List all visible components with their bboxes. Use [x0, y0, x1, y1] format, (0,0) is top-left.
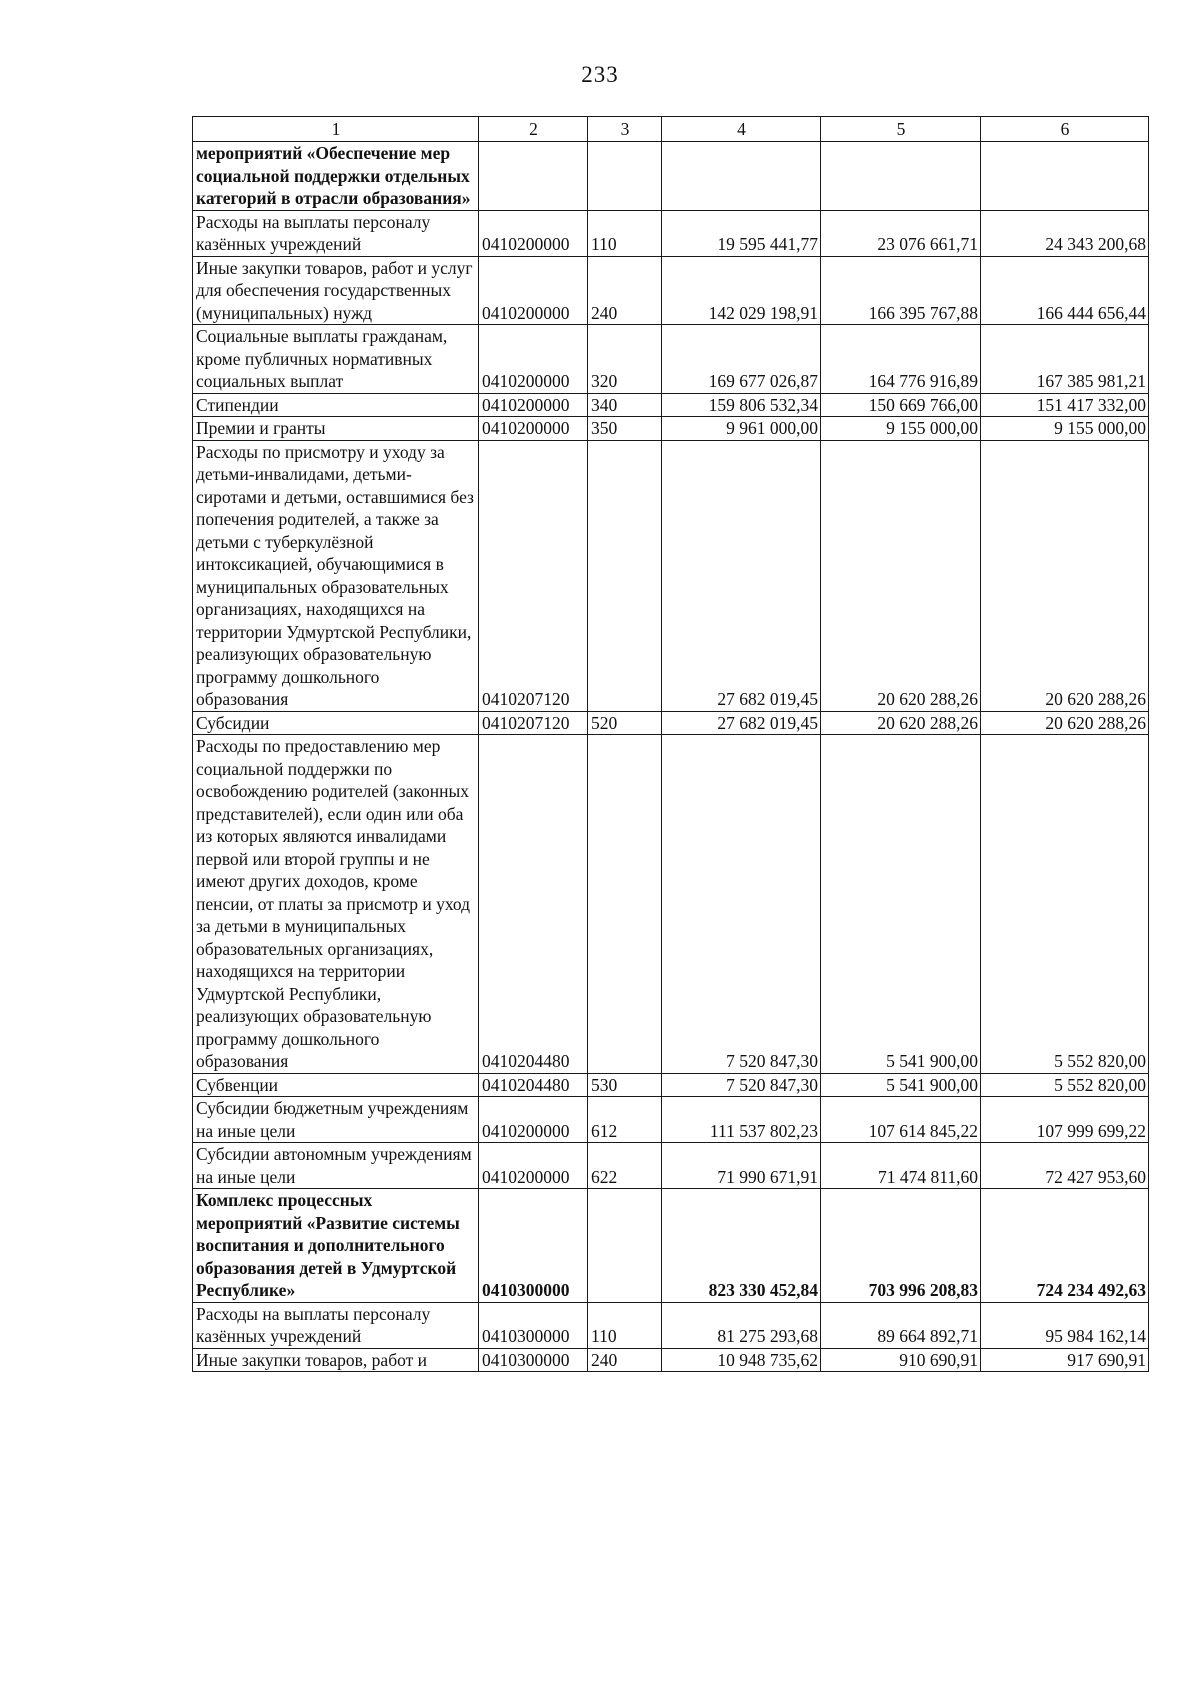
amount-col6: 72 427 953,60	[981, 1143, 1149, 1189]
amount-col4: 27 682 019,45	[662, 440, 821, 711]
target-code: 0410200000	[479, 1143, 588, 1189]
budget-table	[192, 116, 1149, 1372]
table-row	[193, 440, 1149, 711]
expense-type	[588, 735, 662, 1074]
expense-type: 320	[588, 325, 662, 394]
table-row	[193, 210, 1149, 256]
expense-type: 340	[588, 393, 662, 417]
table-row	[193, 1073, 1149, 1097]
amount-col6: 95 984 162,14	[981, 1302, 1149, 1348]
expense-type: 350	[588, 417, 662, 441]
column-header: 2	[479, 117, 588, 142]
amount-col6: 166 444 656,44	[981, 256, 1149, 325]
amount-col6: 20 620 288,26	[981, 440, 1149, 711]
target-code: 0410300000	[479, 1302, 588, 1348]
table-row	[193, 711, 1149, 735]
amount-col6: 724 234 492,63	[981, 1189, 1149, 1303]
expense-name: Иные закупки товаров, работ и услуг для обеспечения государственных (муниципальных) нужд	[193, 256, 479, 325]
amount-col4: 19 595 441,77	[662, 210, 821, 256]
amount-col6: 5 552 820,00	[981, 735, 1149, 1074]
expense-name: Субсидии бюджетным учреждениям на иные цели	[193, 1097, 479, 1143]
amount-col4: 7 520 847,30	[662, 735, 821, 1074]
amount-col4: 823 330 452,84	[662, 1189, 821, 1303]
expense-name: Расходы по присмотру и уходу за детьми-инвалидами, детьми-сиротами и детьми, оставшимися без попечения родителей, а также за детьми с туберкулёзной интоксикацией, обучающимися в муниципальных образовательных организациях, находящихся на территории Удмуртской Республики, реализующих образовательную программу дошкольного образования	[193, 440, 479, 711]
expense-name: Субсидии автономным учреждениям на иные цели	[193, 1143, 479, 1189]
expense-type	[588, 1189, 662, 1303]
expense-name: Иные закупки товаров, работ и	[193, 1348, 479, 1372]
amount-col4: 111 537 802,23	[662, 1097, 821, 1143]
expense-name: Субсидии	[193, 711, 479, 735]
amount-col5: 9 155 000,00	[821, 417, 981, 441]
target-code: 0410300000	[479, 1348, 588, 1372]
expense-type: 110	[588, 210, 662, 256]
column-header: 6	[981, 117, 1149, 142]
expense-type: 622	[588, 1143, 662, 1189]
amount-col5: 910 690,91	[821, 1348, 981, 1372]
column-header: 3	[588, 117, 662, 142]
amount-col5: 23 076 661,71	[821, 210, 981, 256]
target-code: 0410200000	[479, 393, 588, 417]
amount-col5	[821, 142, 981, 211]
amount-col4: 159 806 532,34	[662, 393, 821, 417]
amount-col4: 71 990 671,91	[662, 1143, 821, 1189]
amount-col4	[662, 142, 821, 211]
expense-type: 612	[588, 1097, 662, 1143]
expense-name: мероприятий «Обеспечение мер социальной поддержки отдельных категорий в отрасли образования»	[193, 142, 479, 211]
amount-col5: 20 620 288,26	[821, 440, 981, 711]
table-row	[193, 393, 1149, 417]
amount-col6: 107 999 699,22	[981, 1097, 1149, 1143]
amount-col4: 27 682 019,45	[662, 711, 821, 735]
expense-name: Социальные выплаты гражданам, кроме публичных нормативных социальных выплат	[193, 325, 479, 394]
amount-col4: 81 275 293,68	[662, 1302, 821, 1348]
amount-col5: 164 776 916,89	[821, 325, 981, 394]
expense-name: Расходы на выплаты персоналу казённых учреждений	[193, 210, 479, 256]
expense-name: Премии и гранты	[193, 417, 479, 441]
column-header: 5	[821, 117, 981, 142]
table-row	[193, 325, 1149, 394]
amount-col6: 167 385 981,21	[981, 325, 1149, 394]
table-row	[193, 417, 1149, 441]
table-row	[193, 1348, 1149, 1372]
table-row	[193, 1302, 1149, 1348]
target-code: 0410200000	[479, 210, 588, 256]
target-code: 0410204480	[479, 1073, 588, 1097]
expense-type: 240	[588, 256, 662, 325]
amount-col5: 5 541 900,00	[821, 735, 981, 1074]
table-row	[193, 256, 1149, 325]
target-code: 0410200000	[479, 325, 588, 394]
amount-col4: 9 961 000,00	[662, 417, 821, 441]
expense-name: Стипендии	[193, 393, 479, 417]
amount-col6: 5 552 820,00	[981, 1073, 1149, 1097]
amount-col4: 7 520 847,30	[662, 1073, 821, 1097]
target-code: 0410300000	[479, 1189, 588, 1303]
expense-name: Субвенции	[193, 1073, 479, 1097]
amount-col5: 20 620 288,26	[821, 711, 981, 735]
amount-col5: 71 474 811,60	[821, 1143, 981, 1189]
table-row	[193, 735, 1149, 1074]
amount-col4: 169 677 026,87	[662, 325, 821, 394]
page-number: 233	[581, 62, 619, 87]
amount-col6: 20 620 288,26	[981, 711, 1149, 735]
table-row	[193, 1143, 1149, 1189]
header-row	[193, 117, 1149, 142]
amount-col6: 917 690,91	[981, 1348, 1149, 1372]
amount-col5: 107 614 845,22	[821, 1097, 981, 1143]
target-code	[479, 142, 588, 211]
expense-type: 240	[588, 1348, 662, 1372]
amount-col6: 24 343 200,68	[981, 210, 1149, 256]
amount-col5: 5 541 900,00	[821, 1073, 981, 1097]
target-code: 0410204480	[479, 735, 588, 1074]
expense-name: Расходы по предоставлению мер социальной поддержки по освобождению родителей (законных представителей), если один или оба из которых являются инвалидами первой или второй группы и не имеют других доходов, кроме пенсии, от платы за присмотр и уход за детьми в муниципальных образовательных организациях, находящихся на территории Удмуртской Республики, реализующих образовательную программу дошкольного образования	[193, 735, 479, 1074]
amount-col6: 9 155 000,00	[981, 417, 1149, 441]
target-code: 0410207120	[479, 711, 588, 735]
amount-col5: 150 669 766,00	[821, 393, 981, 417]
amount-col4: 10 948 735,62	[662, 1348, 821, 1372]
expense-type	[588, 440, 662, 711]
expense-type: 110	[588, 1302, 662, 1348]
expense-type: 530	[588, 1073, 662, 1097]
table-row	[193, 142, 1149, 211]
table-row	[193, 1189, 1149, 1303]
target-code: 0410207120	[479, 440, 588, 711]
column-header: 1	[193, 117, 479, 142]
amount-col6	[981, 142, 1149, 211]
target-code: 0410200000	[479, 417, 588, 441]
target-code: 0410200000	[479, 1097, 588, 1143]
amount-col4: 142 029 198,91	[662, 256, 821, 325]
amount-col5: 703 996 208,83	[821, 1189, 981, 1303]
table-body	[193, 142, 1149, 1372]
amount-col6: 151 417 332,00	[981, 393, 1149, 417]
expense-name: Комплекс процессных мероприятий «Развитие системы воспитания и дополнительного образования детей в Удмуртской Республике»	[193, 1189, 479, 1303]
amount-col5: 89 664 892,71	[821, 1302, 981, 1348]
table-row	[193, 1097, 1149, 1143]
amount-col5: 166 395 767,88	[821, 256, 981, 325]
expense-type	[588, 142, 662, 211]
expense-type: 520	[588, 711, 662, 735]
expense-name: Расходы на выплаты персоналу казённых учреждений	[193, 1302, 479, 1348]
target-code: 0410200000	[479, 256, 588, 325]
column-header: 4	[662, 117, 821, 142]
